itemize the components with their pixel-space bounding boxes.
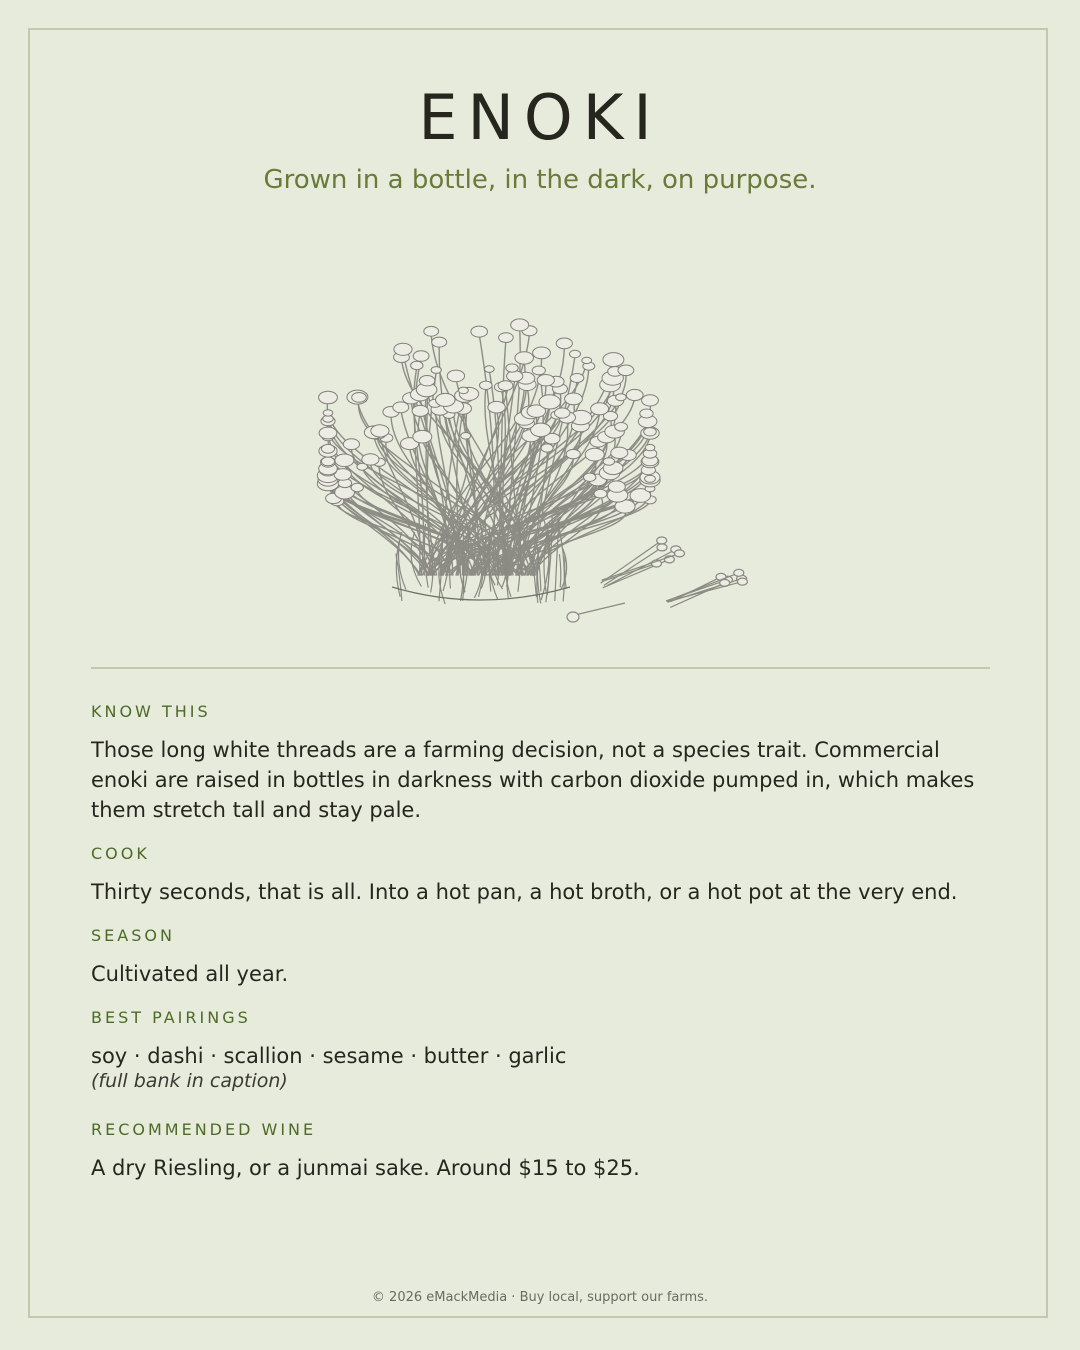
recommended-wine-text: A dry Riesling, or a junmai sake. Around $15 to $25.	[91, 1156, 640, 1180]
page-title: ENOKI	[418, 81, 662, 154]
footer-copyright: © 2026 eMackMedia · Buy local, support our farms.	[371, 1290, 709, 1305]
enoki-mushroom-cluster-illustration	[300, 215, 780, 645]
know-this-text: Those long white threads are a farming decision, not a species trait. Commercial enoki are raised in bottles in darkness with carbon dioxide pumped in, which makes them stretch tall and stay pale.	[91, 738, 975, 822]
recommended-wine-label: RECOMMENDED WINE	[91, 1120, 317, 1139]
season-label: SEASON	[91, 926, 175, 945]
tagline: Grown in a bottle, in the dark, on purpose.	[263, 165, 817, 195]
pairings-note: (full bank in caption)	[91, 1070, 288, 1092]
best-pairings-label: BEST PAIRINGS	[91, 1008, 251, 1027]
know-this-label: KNOW THIS	[91, 702, 211, 721]
section-divider	[91, 667, 990, 669]
cook-text: Thirty seconds, that is all. Into a hot pan, a hot broth, or a hot pot at the very end.	[91, 880, 958, 904]
best-pairings-text: soy · dashi · scallion · sesame · butter · garlic	[91, 1044, 567, 1068]
season-text: Cultivated all year.	[91, 962, 289, 986]
cook-label: COOK	[91, 844, 150, 863]
